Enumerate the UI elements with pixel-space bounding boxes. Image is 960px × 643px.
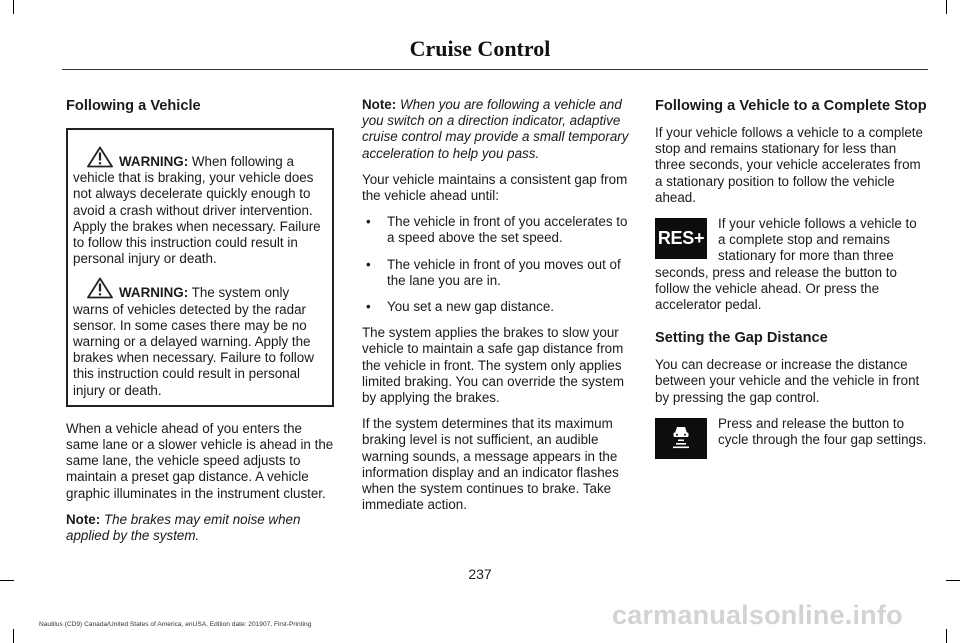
body-paragraph: The system applies the brakes to slow your vehicle to maintain a safe gap distance from the vehicle in front. The system only applies limited braking. You can override the system by applying the brakes. — [362, 325, 624, 406]
crop-mark — [13, 629, 14, 643]
body-paragraph: Your vehicle maintains a consistent gap from the vehicle ahead until: — [362, 171, 628, 204]
crop-mark — [13, 0, 14, 14]
bullet-list — [362, 214, 630, 315]
crop-mark — [946, 629, 947, 643]
page-number: 237 — [468, 566, 492, 582]
section-heading: Following a Vehicle to a Complete Stop — [655, 98, 927, 114]
res-plus-button-icon — [655, 218, 707, 259]
list-item: • The vehicle in front of you moves out of the lane you are in. — [362, 257, 630, 289]
gap-distance-icon — [655, 418, 707, 459]
left-column — [66, 97, 334, 554]
warning-text: The system only warns of vehicles detected by the radar sensor. In some cases there may be no warning or a delayed warning. Apply the brakes when necessary. Failure to follow this instruction could result in personal injury or death. — [73, 285, 314, 398]
warning-paragraph — [73, 277, 327, 398]
warning-paragraph — [73, 146, 327, 267]
note-label: Note: — [362, 97, 397, 112]
res-plus-label: RES+ — [657, 228, 705, 249]
list-item: • You set a new gap distance. — [362, 299, 630, 315]
body-paragraph: If your vehicle follows a vehicle to a complete stop and remains stationary for more than three seconds, press and release the button to follow the vehicle ahead. Or press the accelerator pedal. — [655, 216, 917, 313]
warning-label: WARNING: — [119, 285, 189, 301]
warning-triangle-icon — [87, 277, 113, 299]
warning-box — [66, 128, 334, 407]
body-paragraph: Press and release the button to cycle through the four gap settings. — [718, 415, 927, 448]
body-paragraph: If the system determines that its maximum braking level is not sufficient, an audible warning sounds, a message appears in the information display and an indicator flashes when the system continues to brake. Take immediate action. — [362, 416, 619, 513]
note-paragraph — [362, 97, 630, 162]
footer-edition-text: Nautilus (CD9) Canada/United States of America, enUSA, Edition date: 201907, First-Printing — [39, 621, 312, 628]
note-label: Note: — [66, 511, 101, 527]
body-paragraph: When a vehicle ahead of you enters the same lane or a slower vehicle is ahead in the same lane, the vehicle speed adjusts to maintain a preset gap distance. A vehicle graphic illuminates in the instrument cluster. — [66, 420, 334, 501]
note-text: The brakes may emit noise when applied by the system. — [66, 511, 301, 544]
body-paragraph: If your vehicle follows a vehicle to a complete stop and remains stationary for less than three seconds, your vehicle accelerates from a stationary position to follow the vehicle ahead. — [655, 125, 923, 205]
gap-instruction — [655, 416, 927, 461]
list-item: • The vehicle in front of you accelerates to a speed above the set speed. — [362, 214, 630, 246]
gap-distance-icon-graphic — [670, 424, 692, 452]
note-paragraph — [66, 512, 334, 544]
page-title: Cruise Control — [409, 36, 551, 61]
middle-column — [362, 97, 630, 523]
warning-label: WARNING: — [119, 154, 189, 169]
warning-text: When following a vehicle that is braking, your vehicle does not always decelerate quickly enough to avoid a crash without driver intervention. Apply the brakes when necessary. Failure to follow this instruction could result in personal injury or death. — [73, 154, 321, 267]
section-heading: Setting the Gap Distance — [655, 330, 828, 347]
section-heading: Following a Vehicle — [66, 98, 201, 114]
header-divider — [62, 69, 928, 70]
note-text: When you are following a vehicle and you switch on a direction indicator, adaptive cruise control may provide a small temporary acceleration to help you pass. — [362, 97, 629, 161]
body-paragraph: You can decrease or increase the distance between your vehicle and the vehicle in front by pressing the gap control. — [655, 357, 920, 405]
res-instruction — [655, 216, 927, 313]
watermark: carmanualsonline.info — [612, 600, 903, 630]
warning-triangle-icon — [87, 146, 113, 168]
right-column — [655, 97, 927, 461]
crop-mark — [946, 0, 947, 14]
